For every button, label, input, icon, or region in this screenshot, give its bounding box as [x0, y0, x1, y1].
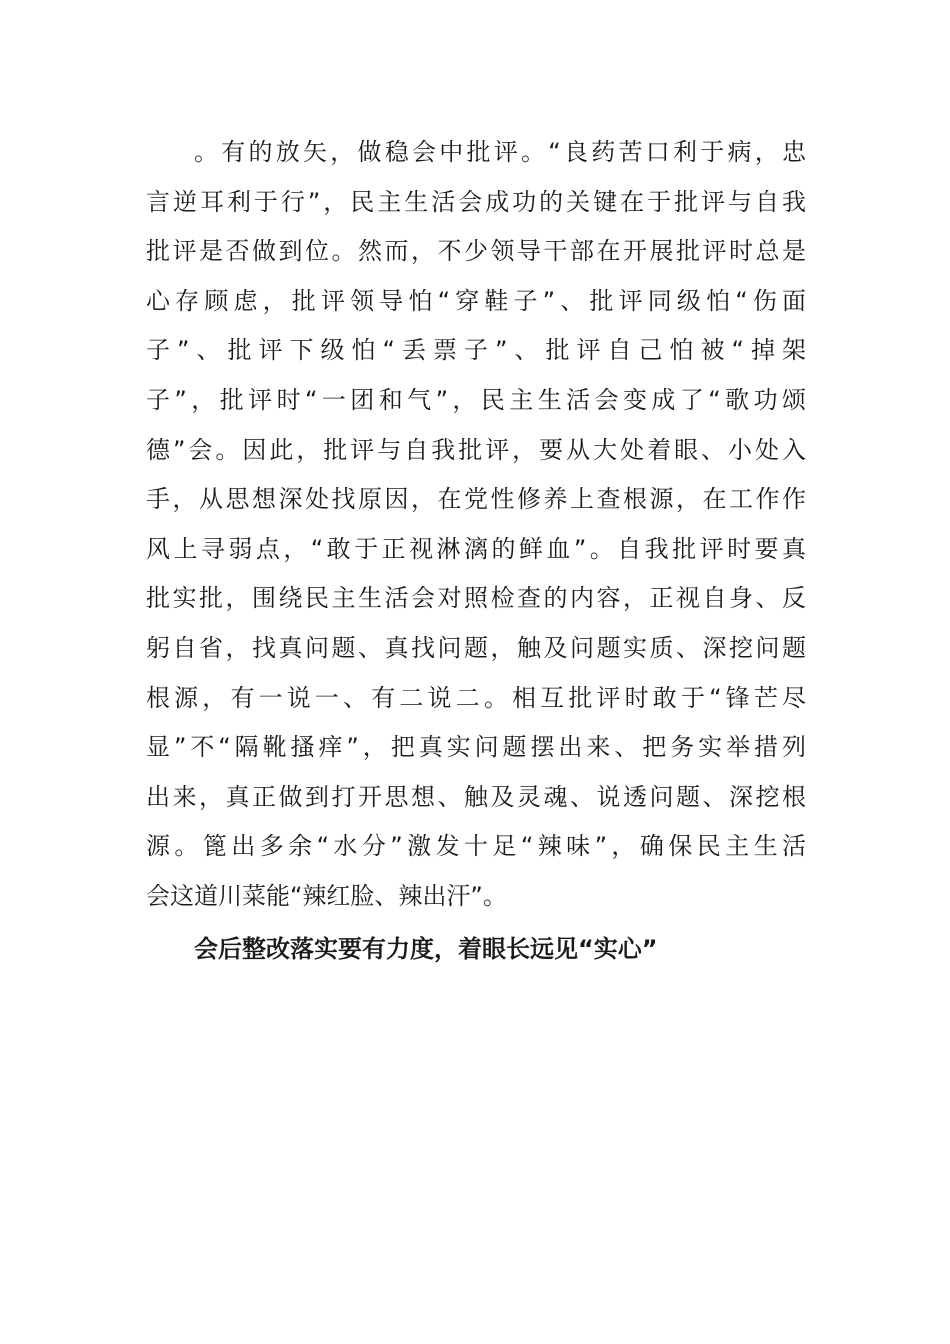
paragraph-line: 子”、批评下级怕“丢票子”、批评自己怕被“掉架 [146, 336, 806, 365]
paragraph-line: 。有的放矢，做稳会中批评。“良药苦口利于病，忠 [194, 138, 806, 166]
paragraph-line: 风上寻弱点，“敢于正视淋漓的鲜血”。自我批评时要真 [146, 534, 806, 563]
paragraph-line: 出来，真正做到打开思想、触及灵魂、说透问题、深挖根 [146, 782, 806, 811]
paragraph-line: 显”不“隔靴搔痒”，把真实问题摆出来、把务实举措列 [146, 733, 806, 762]
paragraph-line: 躬自省，找真问题、真找问题，触及问题实质、深挖问题 [146, 633, 806, 662]
paragraph-line: 言逆耳利于行”，民主生活会成功的关键在于批评与自我 [146, 187, 806, 216]
body-paragraph [146, 128, 806, 922]
paragraph-line: 根源，有一说一、有二说二。相互批评时敢于“锋芒尽 [146, 683, 806, 712]
paragraph-line: 德”会。因此，批评与自我批评，要从大处着眼、小处入 [146, 435, 806, 464]
paragraph-line: 心存顾虑，批评领导怕“穿鞋子”、批评同级怕“伤面 [146, 286, 806, 315]
paragraph-line: 源。篦出多余“水分”激发十足“辣味”，确保民主生活 [146, 832, 806, 861]
paragraph-line: 批实批，围绕民主生活会对照检查的内容，正视自身、反 [146, 584, 806, 613]
section-heading: 会后整改落实要有力度，着眼长远见“实心” [194, 935, 658, 963]
paragraph-line: 手，从思想深处找原因，在党性修养上查根源，在工作作 [146, 485, 806, 514]
paragraph-line: 会这道川菜能“辣红脸、辣出汗”。 [146, 881, 507, 910]
paragraph-line: 子”，批评时“一团和气”，民主生活会变成了“歌功颂 [146, 385, 806, 414]
paragraph-line: 批评是否做到位。然而，不少领导干部在开展批评时总是 [146, 237, 806, 266]
